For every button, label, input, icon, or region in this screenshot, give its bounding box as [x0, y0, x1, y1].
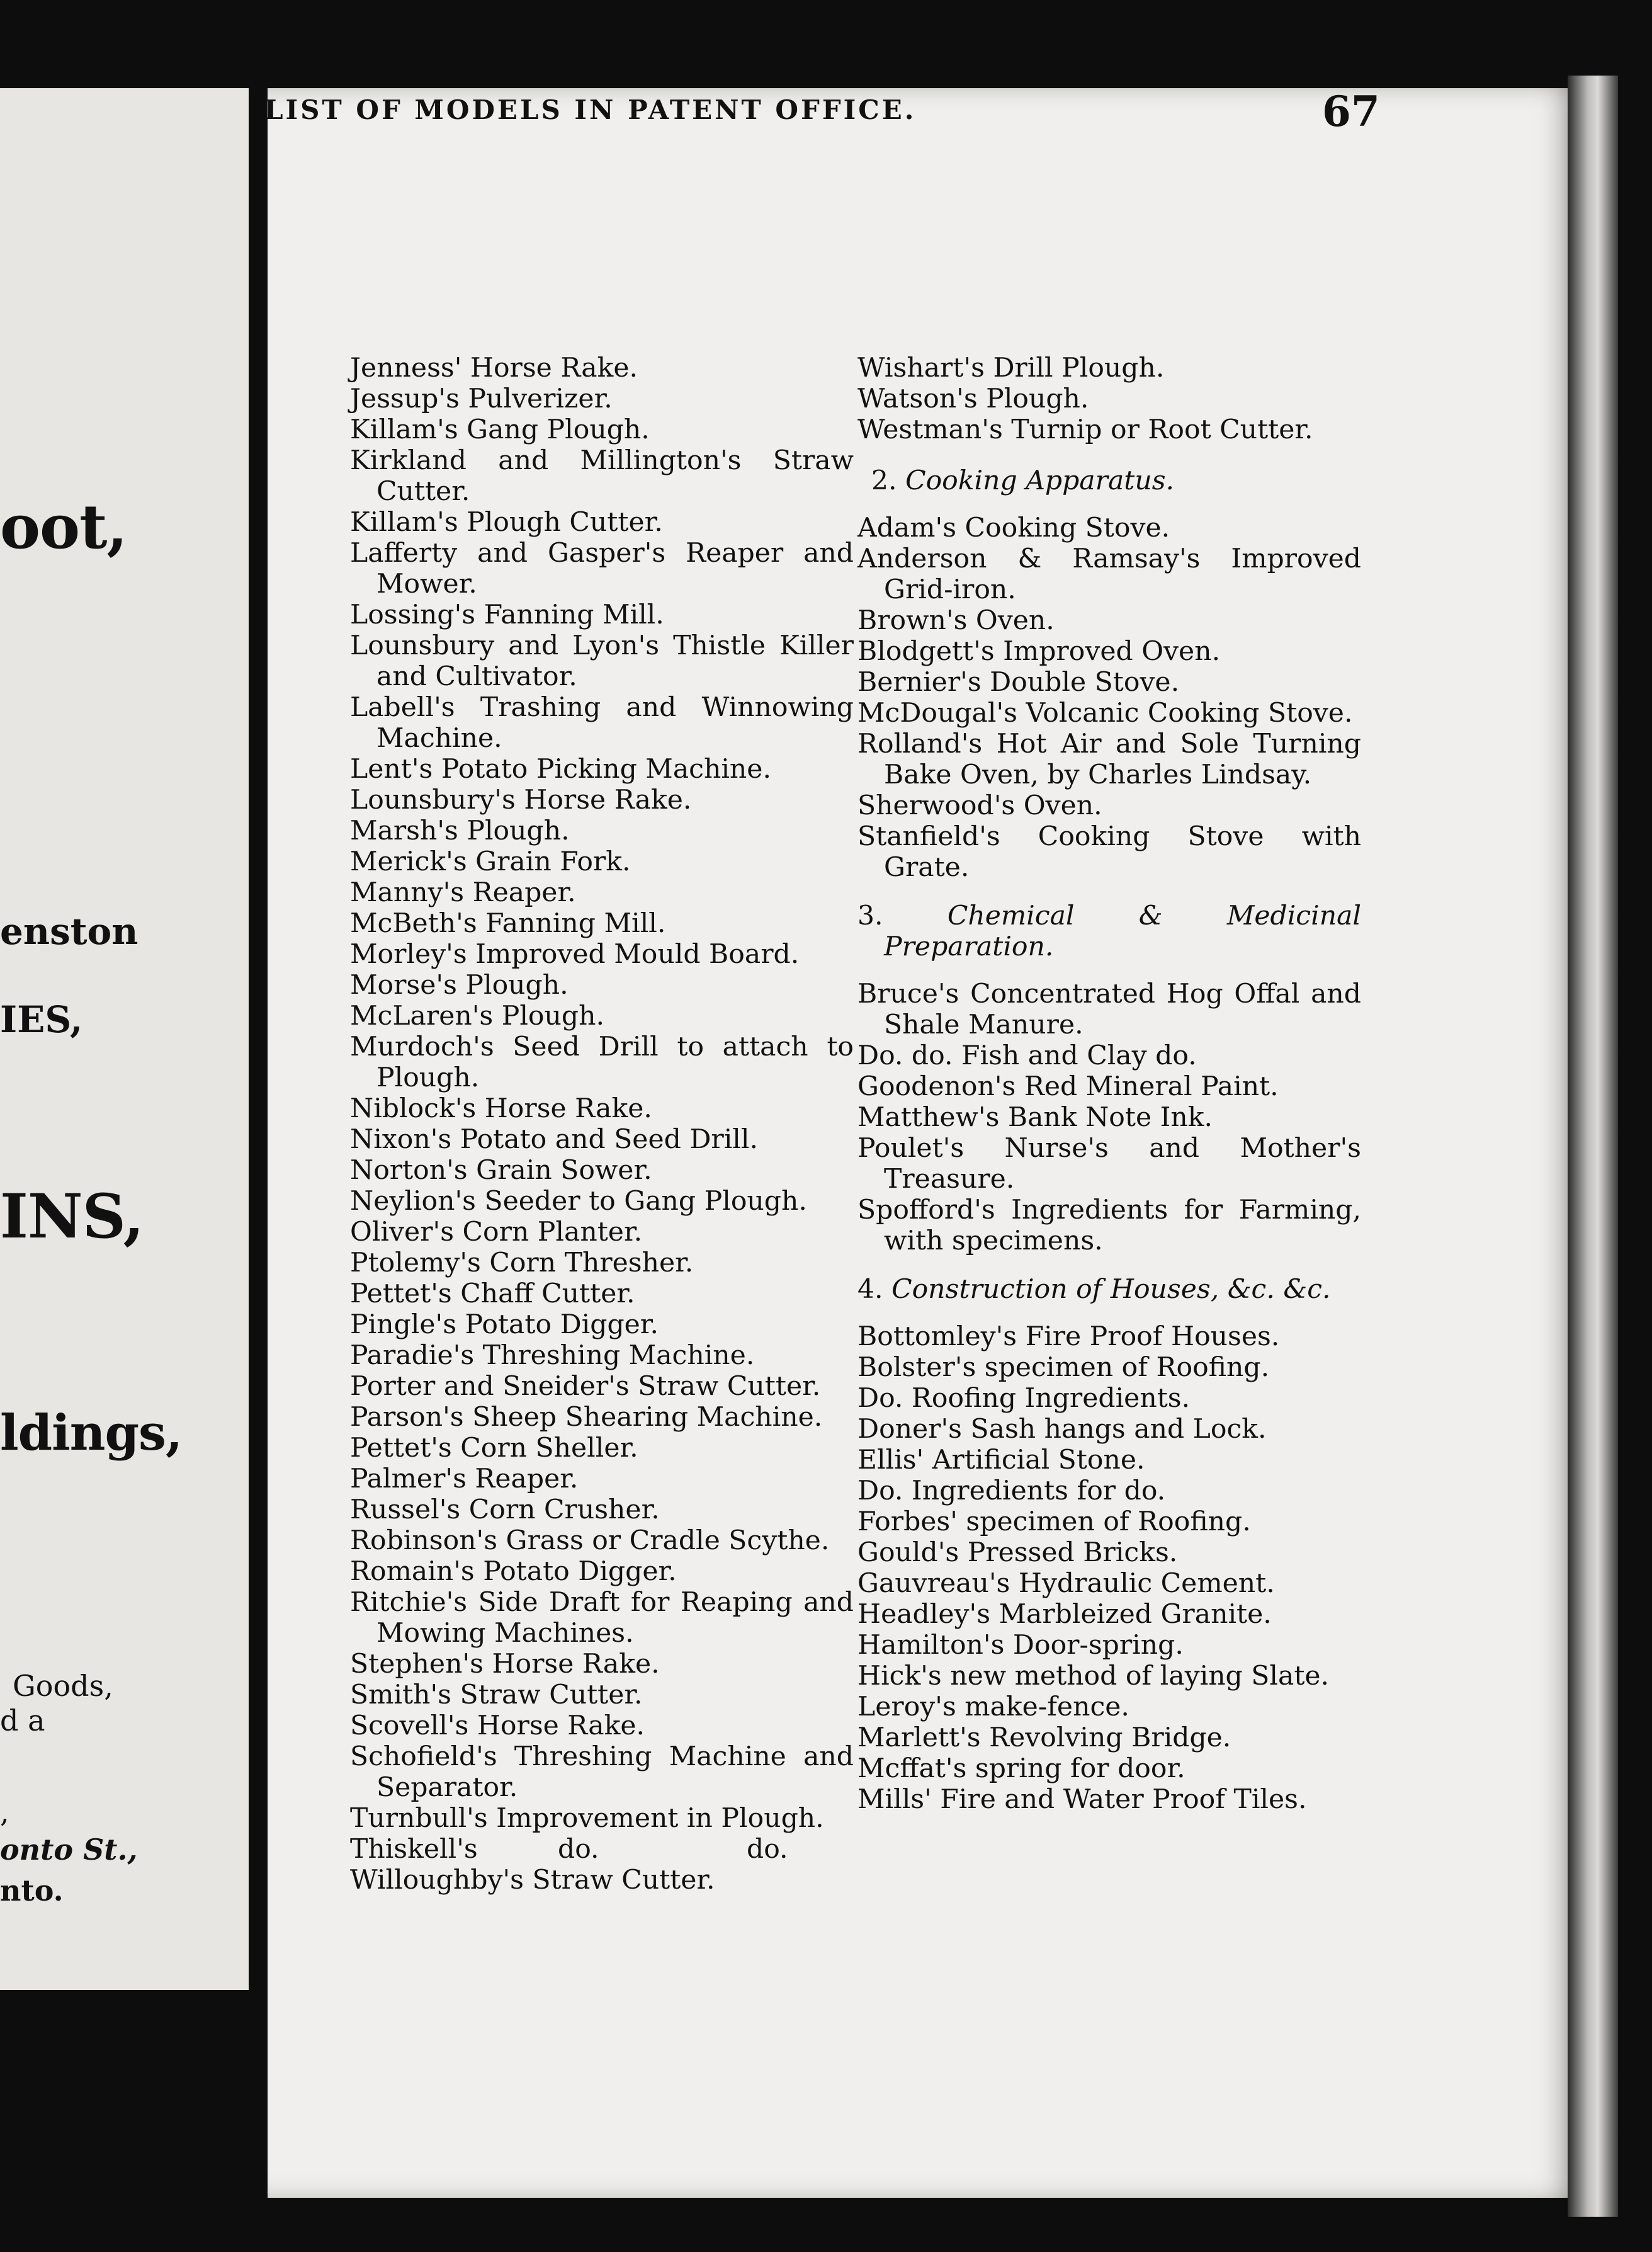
list-item: Lent's Potato Picking Machine.	[350, 754, 771, 785]
list-item: Killam's Gang Plough.	[350, 414, 650, 445]
list-item: Morley's Improved Mould Board.	[350, 939, 800, 970]
section-title: Construction of Houses, &c. &c.	[891, 1274, 1331, 1305]
list-item: Goodenon's Red Mineral Paint.	[857, 1071, 1279, 1102]
list-item: Bruce's Concentrated Hog Offal and Shale Manure.	[857, 979, 1361, 1040]
list-item: Jenness' Horse Rake.	[350, 353, 638, 384]
list-item: Westman's Turnip or Root Cutter.	[857, 414, 1313, 445]
list-item: Parson's Sheep Shearing Machine.	[350, 1402, 823, 1433]
list-item: Brown's Oven.	[857, 605, 1055, 636]
list-item: Lounsbury's Horse Rake.	[350, 785, 692, 816]
list-item: Do. do. Fish and Clay do.	[857, 1040, 1197, 1071]
list-item: Nixon's Potato and Seed Drill.	[350, 1124, 759, 1155]
list-item: Ptolemy's Corn Thresher.	[350, 1248, 694, 1278]
list-item: Gould's Pressed Bricks.	[857, 1537, 1178, 1568]
ditto-mark: do.	[747, 1834, 788, 1865]
list-item: Manny's Reaper.	[350, 877, 576, 908]
chemical-preparation-list	[857, 979, 1361, 1256]
list-item	[350, 1834, 854, 1865]
construction-list	[857, 1321, 1361, 1815]
fragment-text: d a	[0, 1703, 45, 1737]
cooking-apparatus-list	[857, 513, 1361, 883]
right-column	[857, 353, 1361, 1815]
list-item: Schofield's Threshing Machine and Separator.	[350, 1741, 854, 1803]
list-item: Murdoch's Seed Drill to attach to Plough.	[350, 1032, 854, 1093]
section-heading-chemical	[857, 901, 1361, 962]
section-number: 4.	[857, 1274, 883, 1305]
list-item: Willoughby's Straw Cutter.	[350, 1865, 715, 1896]
list-item: Sherwood's Oven.	[857, 790, 1102, 821]
list-item: Doner's Sash hangs and Lock.	[857, 1414, 1267, 1445]
list-item: Pettet's Corn Sheller.	[350, 1433, 638, 1464]
list-item: Porter and Sneider's Straw Cutter.	[350, 1371, 821, 1402]
list-item: Blodgett's Improved Oven.	[857, 636, 1221, 667]
list-item: McLaren's Plough.	[350, 1001, 604, 1032]
fragment-text: nto.	[0, 1874, 64, 1908]
list-item: Stanfield's Cooking Stove with Grate.	[857, 821, 1361, 883]
section-number: 3.	[857, 901, 883, 931]
list-item: Oliver's Corn Planter.	[350, 1217, 643, 1248]
list-item: Headley's Marbleized Granite.	[857, 1599, 1272, 1630]
list-item: Forbes' specimen of Roofing.	[857, 1506, 1251, 1537]
fragment-text: enston	[0, 910, 139, 953]
left-column-list	[350, 353, 854, 1834]
list-item: Pettet's Chaff Cutter.	[350, 1278, 635, 1309]
list-item: Bottomley's Fire Proof Houses.	[857, 1321, 1280, 1352]
fragment-text: INS,	[0, 1181, 144, 1252]
right-top-list	[857, 353, 1361, 445]
list-item: Rolland's Hot Air and Sole Turning Bake Oven, by Charles Lindsay.	[857, 729, 1361, 790]
fragment-text: Goods,	[13, 1669, 113, 1703]
list-item: Do. Ingredients for do.	[857, 1476, 1166, 1506]
list-item: Matthew's Bank Note Ink.	[857, 1102, 1213, 1133]
list-item: Lafferty and Gasper's Reaper and Mower.	[350, 538, 854, 600]
list-item: Kirkland and Millington's Straw Cutter.	[350, 445, 854, 507]
thiskell-name: Thiskell's	[350, 1834, 478, 1865]
section-number: 2.	[871, 465, 897, 496]
list-item: Ellis' Artificial Stone.	[857, 1445, 1145, 1476]
list-item: Stephen's Horse Rake.	[350, 1649, 660, 1680]
ditto-mark: do.	[558, 1834, 599, 1865]
list-item: Mcffat's spring for door.	[857, 1753, 1185, 1784]
left-column	[350, 353, 854, 1896]
fragment-text: ,	[0, 1795, 9, 1829]
list-item: McBeth's Fanning Mill.	[350, 908, 666, 939]
list-item: Adam's Cooking Stove.	[857, 513, 1170, 543]
list-item: Russel's Corn Crusher.	[350, 1494, 660, 1525]
list-item: Lossing's Fanning Mill.	[350, 600, 664, 630]
list-item: Hick's new method of laying Slate.	[857, 1661, 1330, 1692]
fragment-text: onto St.,	[0, 1833, 138, 1867]
list-item: Labell's Trashing and Winnowing Machine.	[350, 692, 854, 754]
adjacent-page-fragment	[0, 88, 249, 1990]
list-item: Leroy's make-fence.	[857, 1692, 1129, 1722]
fragment-text: oot,	[0, 491, 127, 562]
list-item: Jessup's Pulverizer.	[350, 384, 613, 414]
list-item: Bolster's specimen of Roofing.	[857, 1352, 1270, 1383]
fragment-text: ldings,	[0, 1404, 183, 1462]
list-item: Lounsbury and Lyon's Thistle Killer and Cultivator.	[350, 630, 854, 692]
list-item: Watson's Plough.	[857, 384, 1089, 414]
fragment-text: IES,	[0, 998, 83, 1041]
list-item: Paradie's Threshing Machine.	[350, 1340, 755, 1371]
page-edge-shadow	[1568, 76, 1618, 2217]
section-title: Chemical & Medicinal Preparation.	[884, 901, 1361, 962]
list-item: Scovell's Horse Rake.	[350, 1710, 645, 1741]
list-item: Wishart's Drill Plough.	[857, 353, 1165, 384]
list-item: Palmer's Reaper.	[350, 1464, 579, 1494]
list-item: Merick's Grain Fork.	[350, 846, 631, 877]
list-item: Neylion's Seeder to Gang Plough.	[350, 1186, 807, 1217]
section-title: Cooking Apparatus.	[905, 465, 1175, 496]
list-item: Ritchie's Side Draft for Reaping and Mowing Machines.	[350, 1587, 854, 1649]
list-item: Hamilton's Door-spring.	[857, 1630, 1184, 1661]
list-item: Pingle's Potato Digger.	[350, 1309, 659, 1340]
running-header: LIST OF MODELS IN PATENT OFFICE.	[264, 94, 917, 125]
list-item: Anderson & Ramsay's Improved Grid-iron.	[857, 543, 1361, 605]
list-item: Gauvreau's Hydraulic Cement.	[857, 1568, 1275, 1599]
list-item: Niblock's Horse Rake.	[350, 1093, 652, 1124]
list-item: Norton's Grain Sower.	[350, 1155, 652, 1186]
list-item: Poulet's Nurse's and Mother's Treasure.	[857, 1133, 1361, 1195]
list-item: Mills' Fire and Water Proof Tiles.	[857, 1784, 1307, 1815]
list-item: Smith's Straw Cutter.	[350, 1680, 643, 1710]
list-item: Robinson's Grass or Cradle Scythe.	[350, 1525, 830, 1556]
list-item: Marsh's Plough.	[350, 816, 570, 846]
section-heading-construction	[857, 1274, 1361, 1305]
list-item: McDougal's Volcanic Cooking Stove.	[857, 698, 1353, 729]
list-item: Bernier's Double Stove.	[857, 667, 1180, 698]
list-item: Turnbull's Improvement in Plough.	[350, 1803, 824, 1834]
list-item: Do. Roofing Ingredients.	[857, 1383, 1191, 1414]
list-item: Morse's Plough.	[350, 970, 569, 1001]
list-item: Spofford's Ingredients for Farming, with specimens.	[857, 1195, 1361, 1256]
section-heading-cooking	[871, 465, 1361, 496]
page-number: 67	[1322, 87, 1380, 136]
list-item: Killam's Plough Cutter.	[350, 507, 663, 538]
list-item: Marlett's Revolving Bridge.	[857, 1722, 1231, 1753]
list-item: Romain's Potato Digger.	[350, 1556, 677, 1587]
